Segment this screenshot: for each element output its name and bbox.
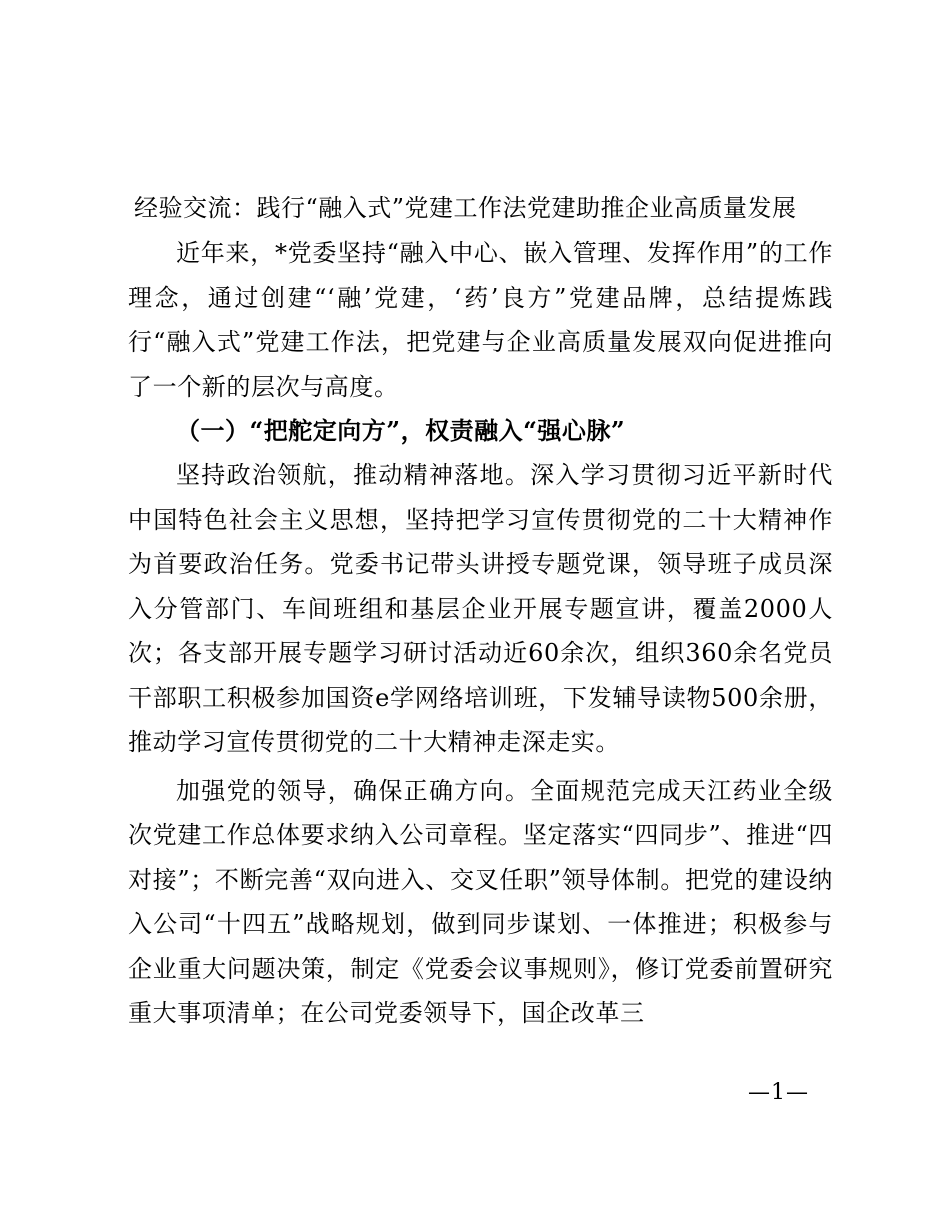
body-paragraph-political-guidance: 坚持政治领航，推动精神落地。深入学习贯彻习近平新时代中国特色社会主义思想，坚持把学习宣传贯彻党的二十大精神作为首要政治任务。党委书记带头讲授专题党课，领导班子成员深入分管部门、车间班组和基层企业开展专题宣讲，覆盖2000人次；各支部开展专题学习研讨活动近60余次，组织360余名党员干部职工积极参加国资e学网络培训班，下发辅导读物500余册，推动学习宣传贯彻党的二十大精神走深走实。 [128,461,833,756]
page-number: —1— [748,1080,809,1105]
body-paragraph-party-leadership: 加强党的领导，确保正确方向。全面规范完成天江药业全级次党建工作总体要求纳入公司章程。坚定落实“四同步”、推进“四对接”；不断完善“双向进入、交叉任职”领导体制。把党的建设纳入公司“十四五”战略规划，做到同步谋划、一体推进；积极参与企业重大问题决策，制定《党委会议事规则》，修订党委前置研究重大事项清单；在公司党委领导下，国企改革三 [128,776,833,1027]
document-title: 经验交流：践行“融入式”党建工作法党建助推企业高质量发展 [134,194,797,222]
document-body [128,185,833,1036]
section-heading: （一）“把舵定向方”，权责融入“强心脉” [176,416,626,445]
intro-paragraph: 近年来，*党委坚持“融入中心、嵌入管理、发挥作用”的工作理念，通过创建“‘融’党建，‘药’良方”党建品牌，总结提炼践行“融入式”党建工作法，把党建与企业高质量发展双向促进推向了一个新的层次与高度。 [128,239,833,401]
